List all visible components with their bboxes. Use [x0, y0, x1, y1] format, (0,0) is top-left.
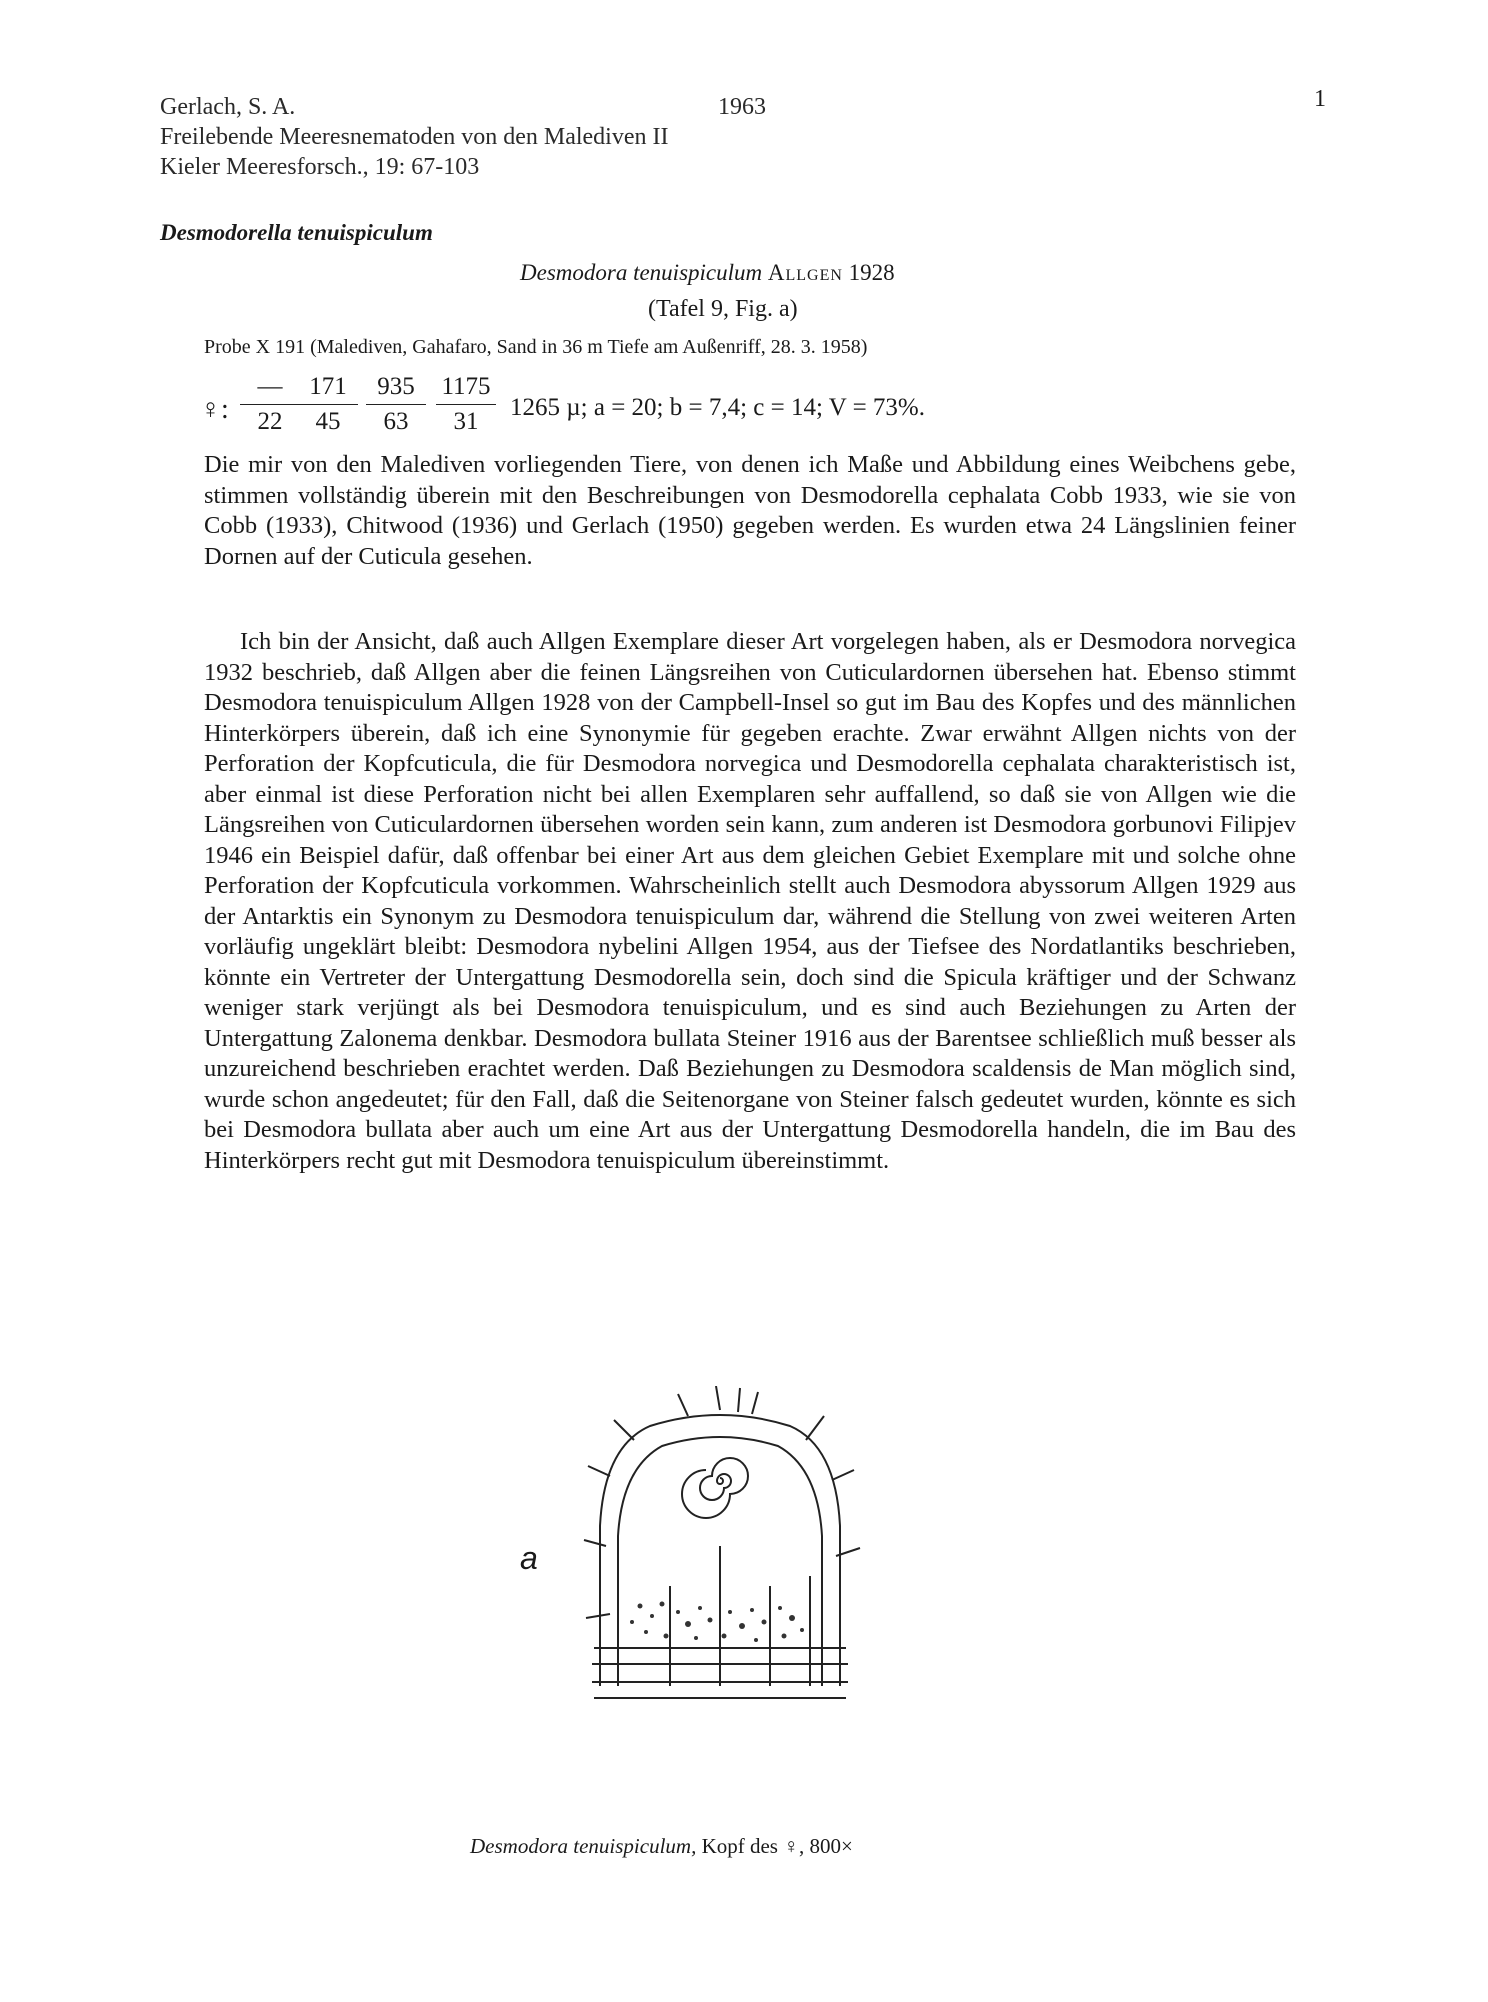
figure-label: a	[520, 1540, 538, 1576]
caption-text: Kopf des ♀, 800×	[701, 1834, 853, 1858]
formula-denominator: 63	[383, 408, 409, 435]
citation-block	[160, 92, 766, 182]
formula-denominator: 45	[315, 408, 341, 435]
formula-fraction	[366, 372, 426, 437]
nematode-head-drawing	[570, 1386, 870, 1716]
plate-reference: (Tafel 9, Fig. a)	[648, 296, 798, 322]
species-heading: Desmodorella tenuispiculum	[160, 220, 433, 245]
citation-journal: Kieler Meeresforsch., 19: 67-103	[160, 154, 480, 180]
caption-species: Desmodora tenuispiculum,	[470, 1834, 697, 1858]
formula-fraction	[240, 372, 300, 437]
paragraph-1: Die mir von den Malediven vorliegenden Tiere, von denen ich Maße und Abbildung eines Weibchens gebe, stimmen vollständig überein mit den Beschreibungen von Desmodorella cephalata Cobb 1933, wie sie von Cobb (1933), Chitwood (1936) und Gerlach (1950) gegeben werden. Es wurden etwa 24 Längslinien feiner Dornen auf der Cuticula gesehen.	[204, 451, 1296, 570]
formula-denominator: 22	[257, 408, 283, 435]
formula-numerator: —	[257, 373, 283, 400]
female-symbol: ♀:	[200, 394, 229, 425]
synonym-name: Desmodora tenuispiculum	[520, 260, 763, 285]
synonym-author: Allgen	[767, 260, 843, 285]
synonym-year: 1928	[848, 260, 895, 285]
formula-fraction	[436, 372, 496, 437]
formula-ratios: 1265 µ; a = 20; b = 7,4; c = 14; V = 73%.	[510, 394, 926, 421]
formula-numerator: 171	[309, 373, 347, 400]
figure-caption	[470, 1834, 853, 1859]
synonym-line	[520, 260, 895, 286]
paragraph-2: Ich bin der Ansicht, daß auch Allgen Exemplare dieser Art vorgelegen haben, als er Desmodora norvegica 1932 beschrieb, daß Allgen aber die feinen Längsreihen von Cuticulardornen übersehen hat. Ebenso stimmt Desmodora tenuispiculum Allgen 1928 von der Campbell-Insel so gut im Bau des Kopfes und des männlichen Hinterkörpers überein, daß ich eine Synonymie für gegeben erachte. Zwar erwähnt Allgen nichts von der Perforation der Kopfcuticula, die für Desmodora norvegica und Desmodorella cephalata charakteristisch ist, aber einmal ist diese Perforation nicht bei allen Exemplaren sehr auffallend, so daß sie von Allgen wie die Längsreihen von Cuticulardornen übersehen worden sein kann, zum anderen ist Desmodora gorbunovi Filipjev 1946 ein Beispiel dafür, daß offenbar bei einer Art aus dem gleichen Gebiet Exemplare mit und solche ohne Perforation der Kopfcuticula vorkommen. Wahrscheinlich stellt auch Desmodora abyssorum Allgen 1929 aus der Antarktis ein Synonym zu Desmodora tenuispiculum dar, während die Stellung von zwei weiteren Arten vorläufig ungeklärt bleibt: Desmodora nybelini Allgen 1954, aus der Tiefsee des Nordatlantiks beschrieben, könnte ein Vertreter der Untergattung Desmodorella sein, doch sind die Spicula kräftiger und der Schwanz weniger stark verjüngt als bei Desmodora tenuispiculum, und es sind auch Beziehungen zu Arten der Untergattung Zalonema denkbar. Desmodora bullata Steiner 1916 aus der Barentsee schließlich muß besser als unzureichend beschrieben erachtet werden. Daß Beziehungen zu Desmodora scaldensis de Man möglich sind, wurde schon angedeutet; für den Fall, daß die Seitenorgane von Steiner falsch gedeutet wurden, könnte es sich bei Desmodora bullata aber auch um eine Art aus der Untergattung Desmodorella handeln, die im Bau des Hinterkörpers recht gut mit Desmodora tenuispiculum übereinstimmt.	[204, 628, 1296, 1174]
formula-denominator: 31	[453, 408, 479, 435]
measurement-formula	[200, 372, 1160, 446]
citation-author: Gerlach, S. A.	[160, 94, 296, 120]
page-number: 1	[1314, 86, 1326, 112]
sample-info: Probe X 191 (Malediven, Gahafaro, Sand in 36 m Tiefe am Außenriff, 28. 3. 1958)	[204, 336, 868, 358]
formula-numerator: 935	[377, 373, 415, 400]
formula-numerator: 1175	[441, 373, 491, 400]
citation-year: 1963	[718, 94, 766, 120]
citation-title: Freilebende Meeresnematoden von den Malediven II	[160, 124, 669, 150]
formula-fraction	[298, 372, 358, 437]
